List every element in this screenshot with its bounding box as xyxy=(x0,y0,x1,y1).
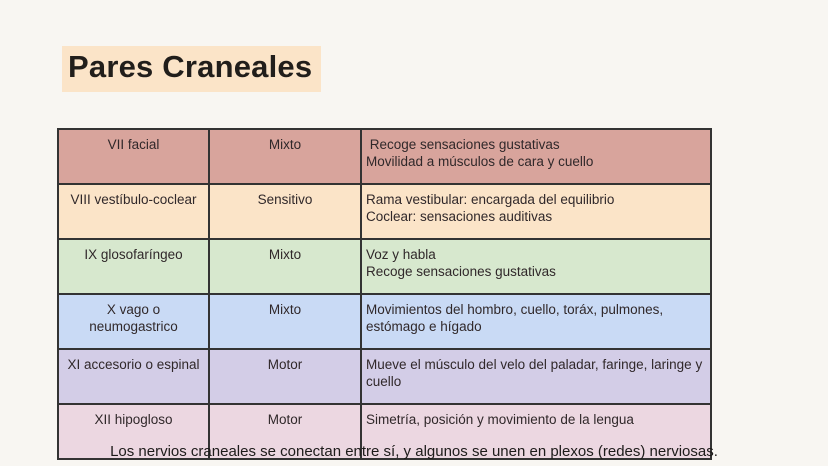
table-row xyxy=(58,239,711,294)
cell-text-line: Simetría, posición y movimiento de la lengua xyxy=(366,412,634,427)
page-title: Pares Craneales xyxy=(62,46,321,92)
nerve-type-cell xyxy=(209,239,361,294)
cell-text-line: Voz y habla xyxy=(366,247,436,262)
cell-text-line: Mixto xyxy=(268,247,302,262)
cell-text-line: VII facial xyxy=(107,137,160,152)
nerve-name-cell xyxy=(58,239,209,294)
table-row xyxy=(58,349,711,404)
cell-text-line: Movilidad a músculos de cara y cuello xyxy=(366,154,594,169)
nerve-name-cell xyxy=(58,184,209,239)
cell-text-line: Mixto xyxy=(268,302,302,317)
cell-text-line: Movimientos del hombro, cuello, toráx, pulmones, xyxy=(366,302,664,317)
cell-text-line: Coclear: sensaciones auditivas xyxy=(366,209,553,224)
nerve-name-cell xyxy=(58,349,209,404)
nerve-type-cell xyxy=(209,349,361,404)
cell-text-line: estómago e hígado xyxy=(366,319,482,334)
cell-text-line: Rama vestibular: encargada del equilibrio xyxy=(366,192,615,207)
cell-text-line: Recoge sensaciones gustativas xyxy=(366,264,556,279)
nerve-type-cell xyxy=(209,294,361,349)
cell-text-line: XII hipogloso xyxy=(94,412,173,427)
nerve-function-cell xyxy=(361,184,711,239)
cell-text-line: XI accesorio o espinal xyxy=(67,357,200,372)
cell-text-line: Mixto xyxy=(268,137,302,152)
nerve-function-cell xyxy=(361,129,711,184)
nerve-name-cell xyxy=(58,294,209,349)
cell-text-line: neumogastrico xyxy=(89,319,178,334)
nerve-name-cell xyxy=(58,129,209,184)
nerve-function-cell xyxy=(361,239,711,294)
cell-text-line: VIII vestíbulo-coclear xyxy=(70,192,197,207)
cell-text-line: Motor xyxy=(267,412,303,427)
cell-text-line: Motor xyxy=(267,357,303,372)
nerve-type-cell xyxy=(209,184,361,239)
cranial-nerves-table-wrap xyxy=(57,128,712,460)
nerve-function-cell xyxy=(361,294,711,349)
cell-text-line: cuello xyxy=(366,374,402,389)
table-row xyxy=(58,294,711,349)
cell-text-line: Mueve el músculo del velo del paladar, faringe, laringe y xyxy=(366,357,703,372)
cell-text-line: Sensitivo xyxy=(257,192,313,207)
cranial-nerves-table xyxy=(57,128,712,460)
table-row xyxy=(58,129,711,184)
cell-text-line: IX glosofaríngeo xyxy=(84,247,183,262)
cell-text-line: X vago o xyxy=(106,302,161,317)
cell-text-line: Recoge sensaciones gustativas xyxy=(366,137,560,152)
footer-note: Los nervios craneales se conectan entre sí, y algunos se unen en plexos (redes) nerviosas. xyxy=(110,443,718,460)
table-body xyxy=(58,129,711,459)
nerve-function-cell xyxy=(361,349,711,404)
nerve-type-cell xyxy=(209,129,361,184)
table-row xyxy=(58,184,711,239)
